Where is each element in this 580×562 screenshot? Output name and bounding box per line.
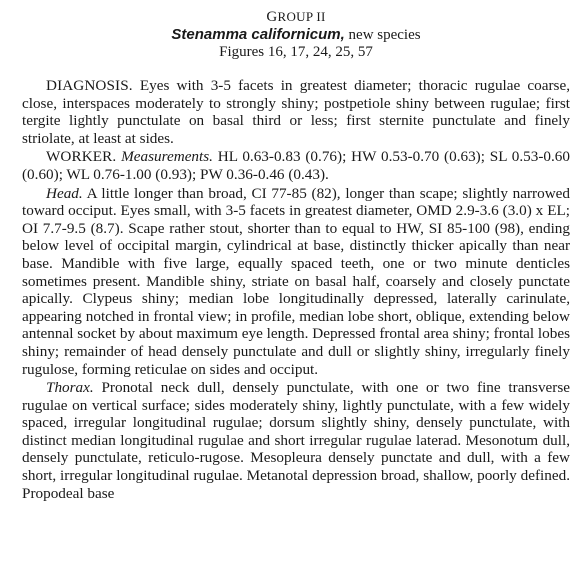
diagnosis-text: Eyes with 3-5 facets in greatest diameter; thoracic rugulae coarse, close, interspaces moderately to strongly shiny; postpetiole shiny between rugulae; first tergite lightly punctulate on basal third or less; first sternite punctulate and finely striolate, at least at sides.: [22, 77, 570, 147]
section-header: [22, 8, 570, 61]
species-title: [22, 26, 570, 44]
document-page: [22, 8, 570, 502]
worker-label: WORKER.: [46, 148, 117, 166]
measurements-text: HL 0.63-0.83 (0.76); HW 0.53-0.70 (0.63); SL 0.53-0.60 (0.60); WL 0.76-1.00 (0.93); PW 0.36-0.46 (0.43).: [22, 148, 570, 183]
species-suffix: new species: [344, 27, 421, 43]
thorax-paragraph: [22, 379, 570, 502]
diagnosis-label: DIAGNOSIS.: [46, 77, 133, 94]
thorax-text: Pronotal neck dull, densely punctulate, with one or two fine transverse rugulae on vertical surface; sides moderately shiny, lightly punctulate, with a few widely spaced, irregular longitudinal rugulae; dorsum slightly shiny, densely punctulate, with distinct median longitudinal rugulae and short irregular rugulae laterad. Mesonotum dull, densely punctulate, reticulo-rugose. Mesopleura densely punctate and dull, with a few short, irregular longitudinal rugulae. Metanotal depression broad, shallow, poorly defined. Propodeal base: [22, 379, 570, 502]
head-text: A little longer than broad, CI 77-85 (82), longer than scape; slightly narrowed toward occiput. Eyes small, with 3-5 facets in greatest diameter, OMD 2.9-3.6 (3.0) x EL; OI 7.7-9.5 (8.7). Scape rather stout, shorter than to equal to HW, SI 85-100 (98), ending below level of occipital margin, cylindrical at base, distinctly thicker apically than near base. Mandible with five large, equally spaced teeth, one or two minute denticles sometimes present. Mandible shiny, striate on basal half, coarsely and closely punctate apically. Clypeus shiny; median lobe longitudinally depressed, laterally carinulate, appearing notched in frontal view; in profile, median lobe short, oblique, extending below antennal socket by about maximum eye length. Depressed frontal area shiny; frontal lobes shiny; remainder of head densely punctulate and dull or slightly shiny, irregularly finely rugulose, forming reticulae on sides and occiput.: [22, 184, 570, 378]
head-paragraph: [22, 185, 570, 379]
species-name: Stenamma californicum,: [171, 26, 345, 43]
worker-paragraph: [22, 148, 570, 183]
measurements-label: Measurements.: [116, 148, 213, 166]
figures-reference: Figures 16, 17, 24, 25, 57: [219, 44, 373, 60]
diagnosis-paragraph: [22, 77, 570, 147]
thorax-label: Thorax.: [46, 379, 94, 397]
group-heading: GROUP II: [266, 9, 326, 25]
head-label: Head.: [46, 184, 83, 202]
body-text: [22, 77, 570, 502]
